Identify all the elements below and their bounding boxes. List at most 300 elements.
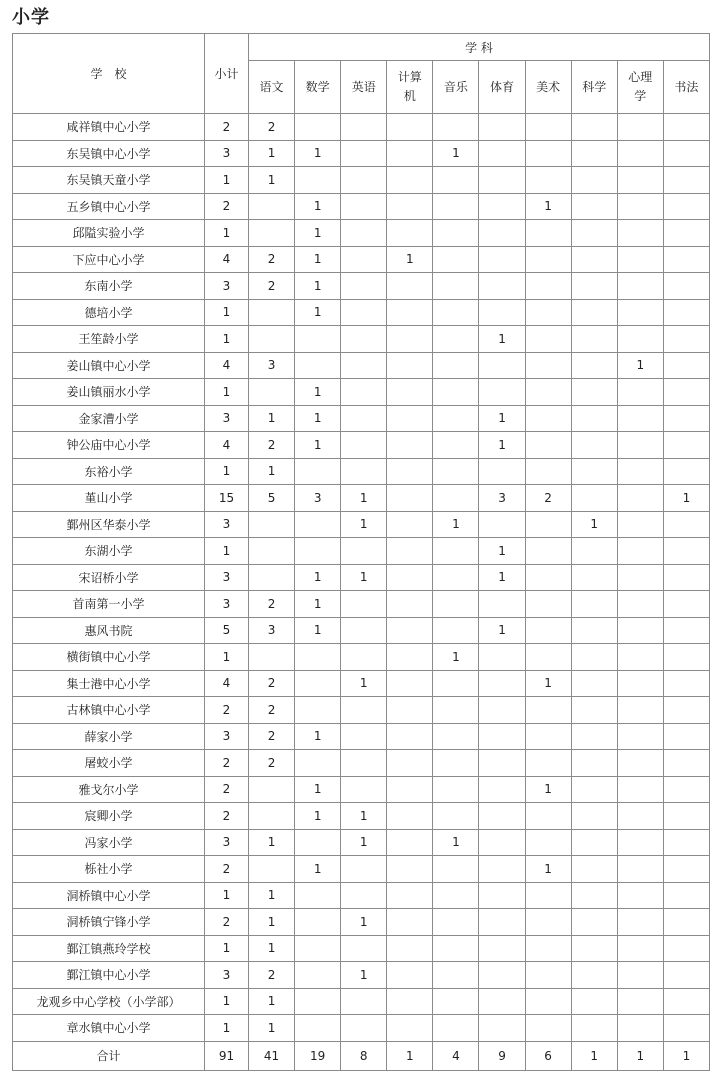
subject-count-cell [433,458,479,485]
subject-count-cell: 1 [249,882,295,909]
table-row [13,379,710,406]
subject-count-cell [663,962,709,989]
subject-count-cell [433,114,479,141]
subject-count-cell [663,379,709,406]
subject-count-cell [479,962,525,989]
school-name: 金家漕小学 [13,405,205,432]
subject-count-cell [663,776,709,803]
subject-count-cell [433,617,479,644]
subject-count-cell [433,1015,479,1042]
subject-count-cell [617,405,663,432]
subject-count-cell [525,299,571,326]
subtotal-cell: 4 [205,670,249,697]
subject-count-cell [571,670,617,697]
header-subject: 计算 机 [387,61,433,114]
subject-count-cell [479,273,525,300]
subject-count-cell: 2 [249,750,295,777]
school-name: 德培小学 [13,299,205,326]
subject-count-cell [663,167,709,194]
subject-count-cell [525,167,571,194]
subject-count-cell [525,432,571,459]
subject-count-cell [295,750,341,777]
subject-count-cell [663,511,709,538]
subject-count-cell [571,617,617,644]
subject-count-cell: 1 [295,776,341,803]
subject-count-cell: 1 [479,432,525,459]
subject-count-cell [387,962,433,989]
subject-count-cell [617,909,663,936]
subject-count-cell [571,326,617,353]
subject-count-cell: 1 [433,140,479,167]
subject-count-cell: 1 [249,829,295,856]
subject-count-cell [571,379,617,406]
table-row [13,220,710,247]
subject-count-cell [295,644,341,671]
subject-count-cell: 1 [341,511,387,538]
header-subject: 音乐 [433,61,479,114]
total-row [13,1041,710,1070]
subject-count-cell: 2 [249,670,295,697]
school-name: 章水镇中心小学 [13,1015,205,1042]
subject-count-cell [571,564,617,591]
subject-count-cell: 1 [295,299,341,326]
subtotal-cell: 1 [205,379,249,406]
subject-count-cell: 1 [617,1041,663,1070]
subject-count-cell [341,167,387,194]
subject-count-cell [663,644,709,671]
subtotal-cell: 2 [205,803,249,830]
subject-count-cell [433,723,479,750]
school-name: 宸卿小学 [13,803,205,830]
subject-count-cell [387,326,433,353]
subject-count-cell [617,485,663,512]
header-subtotal: 小计 [205,34,249,114]
subject-count-cell [433,405,479,432]
subject-count-cell [387,564,433,591]
subject-count-cell [433,988,479,1015]
header-school: 学 校 [13,34,205,114]
subject-count-cell [663,988,709,1015]
subject-count-cell [617,246,663,273]
school-name: 雅戈尔小学 [13,776,205,803]
subject-count-cell [617,167,663,194]
subject-count-cell [433,670,479,697]
subject-count-cell [663,432,709,459]
subject-count-cell [479,379,525,406]
school-name: 鄞州区华泰小学 [13,511,205,538]
subject-count-cell [571,140,617,167]
subject-count-cell [571,856,617,883]
subject-count-cell [387,140,433,167]
subject-count-cell: 1 [295,379,341,406]
subject-count-cell [617,458,663,485]
subject-count-cell [617,114,663,141]
table-row [13,670,710,697]
subject-count-cell: 1 [295,856,341,883]
subject-count-cell: 1 [249,909,295,936]
header-subject: 英语 [341,61,387,114]
subtotal-cell: 1 [205,167,249,194]
subject-count-cell [663,697,709,724]
subject-count-cell [433,750,479,777]
subject-count-cell [387,697,433,724]
subject-count-cell [341,988,387,1015]
subject-count-cell [387,803,433,830]
header-subject: 心理 学 [617,61,663,114]
table-row [13,564,710,591]
subject-count-cell: 9 [479,1041,525,1070]
subject-count-cell: 2 [249,723,295,750]
subject-count-cell: 1 [433,829,479,856]
subject-count-cell [571,273,617,300]
subject-count-cell [617,750,663,777]
subject-count-cell [663,856,709,883]
subject-count-cell [571,114,617,141]
subject-count-cell [571,485,617,512]
subject-count-cell: 2 [249,114,295,141]
subtotal-cell: 2 [205,776,249,803]
subject-count-cell [387,511,433,538]
subject-count-cell: 1 [249,405,295,432]
subject-count-cell: 1 [387,1041,433,1070]
subject-count-cell [479,856,525,883]
subject-count-cell [617,829,663,856]
subject-count-cell [387,273,433,300]
school-name: 东湖小学 [13,538,205,565]
subject-count-cell [663,273,709,300]
table-row [13,803,710,830]
subject-count-cell: 1 [295,591,341,618]
subject-count-cell [525,511,571,538]
subject-count-cell [617,564,663,591]
table-row [13,935,710,962]
subject-count-cell [617,432,663,459]
subject-count-cell [663,458,709,485]
subject-count-cell [525,458,571,485]
subject-count-cell [479,167,525,194]
subject-count-cell: 1 [433,511,479,538]
subject-count-cell: 1 [479,326,525,353]
subject-count-cell [617,140,663,167]
school-name: 宋诏桥小学 [13,564,205,591]
subtotal-cell: 2 [205,114,249,141]
subject-count-cell [341,538,387,565]
subject-count-cell: 1 [617,352,663,379]
subject-count-cell [479,193,525,220]
subject-count-cell [663,803,709,830]
header-subject: 语文 [249,61,295,114]
subject-count-cell: 19 [295,1041,341,1070]
subject-count-cell [525,829,571,856]
subject-count-cell [341,114,387,141]
subject-count-cell [479,935,525,962]
subject-count-cell [571,167,617,194]
subject-count-cell [433,803,479,830]
subtotal-cell: 5 [205,617,249,644]
subject-count-cell: 1 [479,405,525,432]
subject-count-cell [249,193,295,220]
subject-count-cell [479,458,525,485]
subtotal-cell: 1 [205,935,249,962]
subject-count-cell [387,193,433,220]
subject-count-cell: 2 [249,432,295,459]
subject-count-cell [387,352,433,379]
table-row [13,1015,710,1042]
subject-count-cell [663,564,709,591]
subject-count-cell [663,935,709,962]
subject-count-cell [387,723,433,750]
subject-count-cell [525,962,571,989]
subject-count-cell [617,326,663,353]
subject-count-cell [341,697,387,724]
subtotal-cell: 3 [205,273,249,300]
header-subject: 美术 [525,61,571,114]
subject-count-cell [387,856,433,883]
subject-count-cell [479,909,525,936]
subject-count-cell [525,273,571,300]
subject-count-cell [479,829,525,856]
school-name: 冯家小学 [13,829,205,856]
school-name: 古林镇中心小学 [13,697,205,724]
subject-count-cell [571,246,617,273]
school-name: 横街镇中心小学 [13,644,205,671]
subject-count-cell [433,856,479,883]
subtotal-cell: 1 [205,299,249,326]
subject-count-cell [571,458,617,485]
school-name: 姜山镇丽水小学 [13,379,205,406]
subject-count-cell [341,193,387,220]
subject-count-cell [525,352,571,379]
subject-count-cell [525,326,571,353]
subject-count-cell: 1 [341,962,387,989]
subtotal-cell: 4 [205,432,249,459]
subject-count-cell: 1 [433,644,479,671]
subject-count-cell [663,723,709,750]
subject-count-cell [341,352,387,379]
table-row [13,405,710,432]
subject-count-cell [525,1015,571,1042]
subtotal-cell: 1 [205,538,249,565]
subject-count-cell [295,882,341,909]
subject-count-cell [479,882,525,909]
subject-count-cell [341,750,387,777]
subject-count-cell [571,829,617,856]
table-row [13,750,710,777]
subject-count-cell [433,538,479,565]
school-name: 首南第一小学 [13,591,205,618]
table-row [13,326,710,353]
school-name: 龙观乡中心学校（小学部） [13,988,205,1015]
subject-count-cell [663,591,709,618]
subject-count-cell [617,220,663,247]
subject-count-cell [479,511,525,538]
table-row [13,485,710,512]
subject-count-cell [249,776,295,803]
subject-count-cell: 2 [249,962,295,989]
subject-count-cell [617,988,663,1015]
subject-count-cell: 2 [249,246,295,273]
subject-count-cell [295,935,341,962]
table-row [13,114,710,141]
subject-count-cell [387,220,433,247]
subject-count-cell [663,1015,709,1042]
subject-count-cell [341,1015,387,1042]
subject-count-cell [525,405,571,432]
subject-count-cell: 1 [571,1041,617,1070]
subject-count-cell [617,591,663,618]
subject-count-cell [663,246,709,273]
subject-count-cell [387,432,433,459]
subject-count-cell: 1 [341,670,387,697]
subject-count-cell [663,882,709,909]
subject-count-cell [571,299,617,326]
subject-count-cell: 1 [249,458,295,485]
table-row [13,591,710,618]
subject-count-cell [387,1015,433,1042]
subject-count-cell [617,803,663,830]
subject-count-cell [663,617,709,644]
subject-count-cell [663,193,709,220]
subject-count-cell [571,750,617,777]
subject-count-cell [387,935,433,962]
subject-count-cell [341,299,387,326]
subject-count-cell [617,379,663,406]
school-name: 东南小学 [13,273,205,300]
subject-count-cell [341,246,387,273]
subject-count-cell: 1 [341,829,387,856]
school-name: 薛家小学 [13,723,205,750]
subject-count-cell [617,776,663,803]
subject-count-cell: 3 [295,485,341,512]
subject-count-cell [387,776,433,803]
subtotal-cell: 2 [205,856,249,883]
subject-count-cell: 1 [525,670,571,697]
subject-count-cell [295,511,341,538]
subject-count-cell [663,829,709,856]
school-name: 东吴镇中心小学 [13,140,205,167]
subject-count-cell: 2 [249,697,295,724]
subject-count-cell [249,564,295,591]
subject-count-cell [617,962,663,989]
school-name: 合计 [13,1041,205,1070]
subject-count-cell: 5 [249,485,295,512]
subject-count-cell: 1 [295,405,341,432]
subject-count-cell [479,220,525,247]
subject-count-cell [387,114,433,141]
subject-count-cell [525,723,571,750]
subject-count-cell: 6 [525,1041,571,1070]
subject-count-cell [295,167,341,194]
subject-count-cell [479,352,525,379]
subject-count-cell [433,352,479,379]
subject-count-cell: 1 [341,803,387,830]
subject-count-cell [571,1015,617,1042]
subject-count-cell [341,432,387,459]
subject-count-cell [433,273,479,300]
subject-count-cell [479,723,525,750]
table-row [13,273,710,300]
subject-count-cell [341,723,387,750]
subject-count-cell: 1 [295,432,341,459]
subject-count-cell: 1 [341,564,387,591]
subject-count-cell [479,140,525,167]
subject-count-cell [571,644,617,671]
page-title: 小学 [12,7,50,28]
subject-count-cell [571,220,617,247]
school-name: 惠风书院 [13,617,205,644]
subject-count-cell [479,299,525,326]
subject-count-cell [249,326,295,353]
subtotal-cell: 2 [205,909,249,936]
subject-count-cell [663,140,709,167]
subject-count-cell: 1 [295,617,341,644]
subtotal-cell: 3 [205,829,249,856]
subject-count-cell: 2 [249,591,295,618]
subject-count-cell [387,299,433,326]
subject-count-cell: 1 [479,538,525,565]
subject-count-cell [571,193,617,220]
subject-count-cell: 1 [663,1041,709,1070]
subject-count-cell: 1 [663,485,709,512]
subject-count-cell [295,538,341,565]
subject-count-cell: 1 [479,564,525,591]
school-name: 王笙龄小学 [13,326,205,353]
subject-count-cell [663,114,709,141]
school-name: 下应中心小学 [13,246,205,273]
subject-count-cell [387,591,433,618]
subject-count-cell [433,379,479,406]
subject-count-cell [617,617,663,644]
subject-count-cell [571,803,617,830]
subject-count-cell [663,299,709,326]
subject-count-cell [571,538,617,565]
subject-count-cell [571,405,617,432]
subject-count-cell: 1 [525,193,571,220]
subject-count-cell [433,962,479,989]
subject-count-cell: 1 [249,935,295,962]
subject-count-cell: 1 [295,140,341,167]
subject-count-cell [341,379,387,406]
subject-count-cell [249,299,295,326]
subject-count-cell [525,803,571,830]
subject-count-cell [479,670,525,697]
subject-count-cell [387,458,433,485]
subject-count-cell [433,326,479,353]
subtotal-cell: 1 [205,644,249,671]
subject-count-cell [571,352,617,379]
subject-count-cell [387,538,433,565]
subject-count-cell [525,114,571,141]
subtotal-cell: 3 [205,511,249,538]
subject-count-cell [387,405,433,432]
subtotal-cell: 1 [205,458,249,485]
subject-count-cell: 1 [249,1015,295,1042]
subject-count-cell: 1 [295,193,341,220]
subject-count-cell: 3 [249,352,295,379]
subject-count-cell: 1 [571,511,617,538]
subject-count-cell [571,776,617,803]
subject-count-cell: 3 [479,485,525,512]
subject-count-cell [525,591,571,618]
subject-count-cell: 1 [295,273,341,300]
subject-count-cell: 1 [387,246,433,273]
subtotal-cell: 3 [205,405,249,432]
subtotal-cell: 3 [205,140,249,167]
subtotal-cell: 3 [205,591,249,618]
subject-count-cell [479,803,525,830]
subtotal-cell: 2 [205,697,249,724]
subject-count-cell: 1 [341,909,387,936]
